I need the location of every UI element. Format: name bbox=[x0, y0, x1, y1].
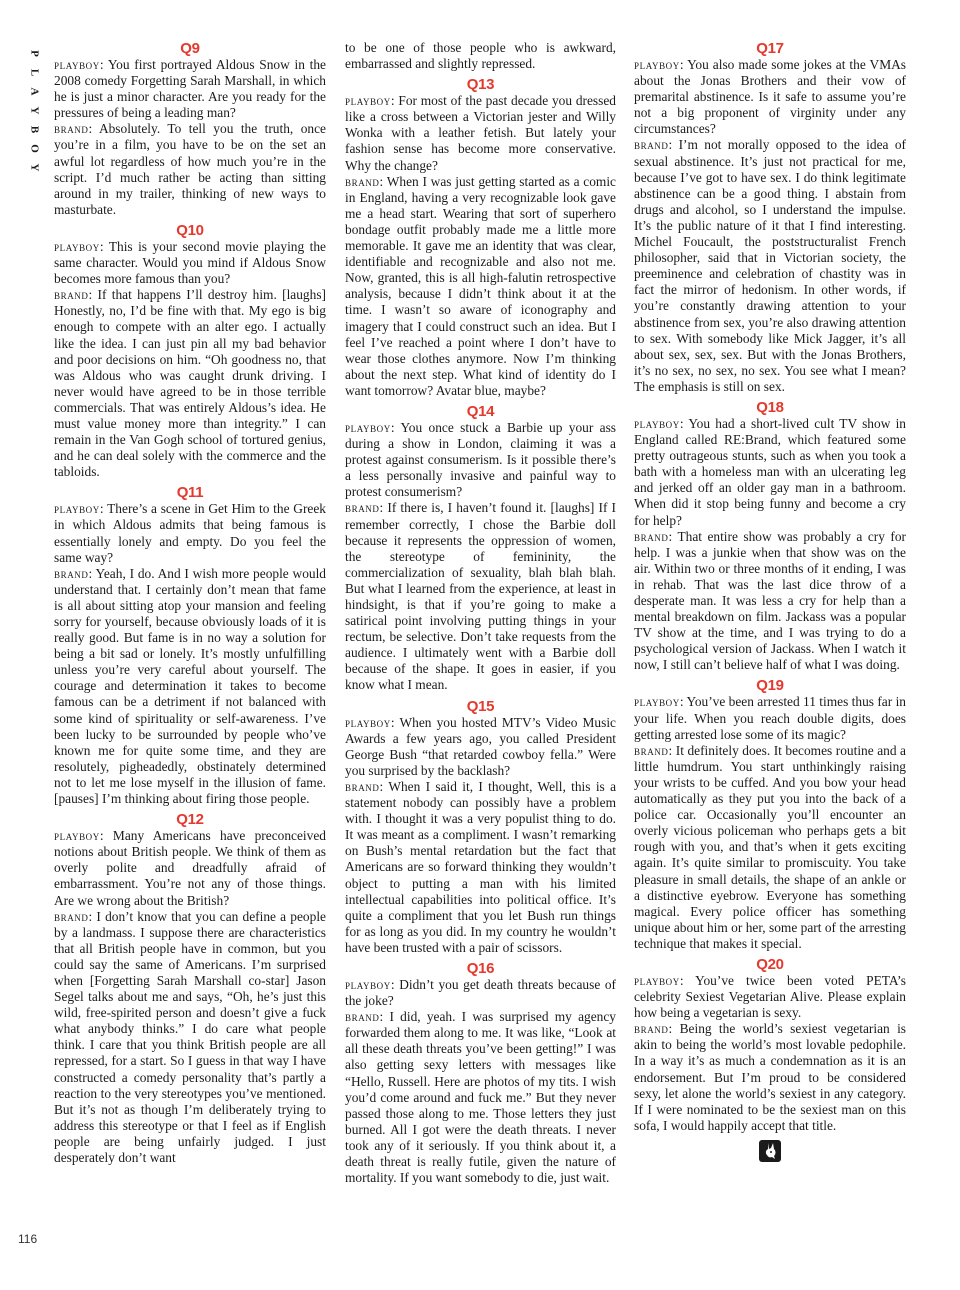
wordmark-letter: B bbox=[28, 125, 41, 134]
answer-text: brand: If that happens I’ll destroy him. [laughs] Honestly, no, I’d be fine with that. My ego is big enough to compete with an alter ego. I actually like the idea. I can just pin all my bad behavior and poor decisions on him. “Oh goodness no, that was Aldous who was caught drunk driving. I never would have agreed to be in those terrible commercials. That was entirely Aldous’s idea. He must value money more than integrity.” I can remain in the Van Gogh school of tortured genius, and he can deal solely with the commerce and the tabloids. bbox=[54, 287, 326, 480]
answer-body: When I said it, I thought, Well, this is a statement nobody can possibly have a problem with. I thought it was a very populist thing to do. It was meant as a compliment. I wasn’t remarking on Bush’s mental retardation but the fact that Americans are so forward thinking they wouldn’t object to putting a man with his limited intellectual capabilities into political office. It’s quite a compliment that you let Bush run things for as long as you did. In my country he wouldn’t have been trusted with a pair of scissors. bbox=[345, 778, 617, 955]
answer-text: brand: Absolutely. To tell you the truth, once you’re in a film, you have to be on the set an awful lot regardless of how much you’re in the script. I’d much rather be acting than sitting around in my trailer, thinking of new ways to masturbate. bbox=[54, 121, 326, 217]
answer-body: I’m not morally opposed to the idea of sexual abstinence. It’s just not practical for me, because I’ve got to have sex. I do think legitimate abstinence can be a good thing. I abstain from drugs and alcohol, so I understand the impulse. It’s the public nature of it that I find interesting. Michel Foucault, the poststructuralist French philosopher, said that in Victorian society, the preeminence and celebration of chastity was in fact the mirror of hedonism. In other words, if you’re constantly drawing attention to your abstinence from sex, you’re also drawing attention to sex. With somebody like Mick Jagger, it’s all about sex, sex, sex. But with the Jonas Brothers, it’s no sex, no sex, no sex. You see what I mean? The emphasis is still on sex. bbox=[634, 137, 906, 394]
question-body: For most of the past decade you dressed like a cross between a Victorian jester and Willy Wonka with a leather fetish. But lately your fashion sense has become more conservative. Why the change? bbox=[345, 93, 616, 173]
interviewer-label: playboy bbox=[345, 420, 391, 435]
column-2 bbox=[345, 40, 616, 1186]
question-body: This is your second movie playing the same character. Would you mind if Aldous Snow becomes more famous than you? bbox=[54, 238, 326, 287]
question-text: playboy: When you hosted MTV’s Video Music Awards a few years ago, you called President George Bush “that retarded cowboy fella.” Were you surprised by the backlash? bbox=[345, 714, 616, 778]
question-body: When you hosted MTV’s Video Music Awards a few years ago, you called President George Bush “that retarded cowboy fella.” Were you surprised by the backlash? bbox=[345, 714, 616, 778]
wordmark-letter: Y bbox=[28, 106, 41, 115]
wordmark-letter: Y bbox=[28, 163, 41, 172]
question-number: Q10 bbox=[176, 221, 204, 239]
answer-body: That entire show was probably a cry for help. I was a junkie when that show was on the air. Within two or three months of it ending, I was in rehab. That was the last dice throw of a desperate man. It was less a cry for help than a mental breakdown on film. Jackass was a popular TV show at the time, and I was trying to do a psychological version of Jackass. When I watch it now, I still can’t believe half of what I was doing. bbox=[634, 528, 906, 673]
interviewee-label: brand bbox=[345, 174, 380, 189]
answer-body: Yeah, I do. And I wish more people would understand that. I certainly don’t mean that fame is all about sitting atop your mansion and feeling sorry for yourself, because obviously loads of it is really good. But fame is in no way a solution for being a bit sad or lonely. It’s mostly unfulfilling unless you’re very careful about yourself. The courage and determination it takes to become famous can be a detriment if not balanced with some kind of spirituality or self-awareness. I’ve been lucky to be surrounded by people who’ve known me for quite some time, and they are resolutely, pigheadedly, obstinately determined not to let me lose myself in the illusion of fame. [pauses] I’m thinking about firing those people. bbox=[54, 565, 327, 807]
question-number: Q17 bbox=[756, 40, 784, 57]
question-text: playboy: You once stuck a Barbie up your ass during a show in London, claiming it was a protest against consumerism. Is it possible there’s a less personally invasive and painful way to protest consumerism? bbox=[345, 419, 616, 500]
answer-body: It definitely does. It becomes routine and a little humdrum. You start unthinkingly raising your wrists to be cuffed. And you bow your head automatically as they put you into the back of a police car. Occasionally you’ll encounter an overly vicious policeman who perhaps gets a bit rough with you, and that’s when it gets exciting again. It’s quite similar to promiscuity. You take pleasure in small details, the shape of an ankle or a distinctive eyebrow. Everyone has something magical. Every police officer has something unique about him or her, some part of the arresting technique that makes it special. bbox=[634, 742, 906, 951]
question-text: playboy: You’ve been arrested 11 times thus far in your life. When you reach double digits, does getting arrested lose some of its magic? bbox=[634, 694, 906, 742]
interviewer-label: playboy bbox=[345, 977, 391, 992]
question-text: playboy: This is your second movie playing the same character. Would you mind if Aldous Snow becomes more famous than you? bbox=[54, 238, 326, 287]
interviewee-label: brand bbox=[634, 1022, 669, 1037]
question-body: You’ve twice been voted PETA’s celebrity Sexiest Vegetarian Alive. Please explain how being a vegetarian is sexy. bbox=[634, 972, 906, 1021]
interviewee-label: brand bbox=[345, 501, 380, 516]
wordmark-letter: P bbox=[28, 50, 41, 57]
interviewer-label: playboy bbox=[345, 715, 391, 730]
question-number: Q14 bbox=[466, 402, 495, 420]
column-3 bbox=[634, 40, 906, 1162]
question-text: playboy: There’s a scene in Get Him to the Greek in which Aldous admits that being famous is essentially lonely and empty. Do you feel the same way? bbox=[54, 501, 327, 565]
question-body: Many Americans have preconceived notions about British people. We think of them as overly polite and dreadfully afraid of embarrassment. You’re not any of those things. Are we wrong about the British? bbox=[54, 828, 326, 908]
question-text: playboy: You also made some jokes at the VMAs about the Jonas Brothers and their vow of premarital abstinence. Is it safe to assume you’re not a big proponent of virginity under any circumstances? bbox=[634, 57, 906, 137]
answer-body: If there is, I haven’t found it. [laughs] If I remember correctly, I chose the Barbie doll because it represents the oppression of women, the stereotype of femininity, the commercialization of sexuality, blah blah blah. But what I learned from the experience, at least in hindsight, is that if you’re going to make a satirical point involving putting things in your rectum, be selective. Don’t take requests from the audience. I ultimately went with a Barbie doll because of the shape. It goes in easier, if you know what I mean. bbox=[345, 500, 616, 693]
interviewer-label: playboy bbox=[634, 416, 680, 431]
question-number: Q19 bbox=[756, 677, 784, 695]
question-body: You once stuck a Barbie up your ass during a show in London, claiming it was a protest against consumerism. Is it possible there’s a less personally invasive and painful way to protest consumerism? bbox=[345, 419, 616, 500]
wordmark-letter: L bbox=[28, 68, 41, 77]
rabbit-head-icon bbox=[759, 1140, 781, 1162]
interviewee-label: brand bbox=[345, 779, 380, 794]
answer-text: brand: I’m not morally opposed to the idea of sexual abstinence. It’s just not practical for me, because I’ve got to have sex. I do think legitimate abstinence can be a good thing. I abstain from drugs and alcohol, so I understand the impulse. It’s the public nature of it that I find interesting. Michel Foucault, the poststructuralist French philosopher, said that in Victorian society, the preeminence and celebration of chastity was in fact the mirror of hedonism. In other words, if you’re constantly drawing attention to your abstinence from sex, you’re also drawing attention to sex. With somebody like Mick Jagger, it’s all about sex, sex, sex. But with the Jonas Brothers, it’s no sex, no sex, no sex. You see what I mean? The emphasis is still on sex. bbox=[634, 137, 906, 394]
interviewer-label: playboy bbox=[634, 973, 680, 988]
continued-text: to be one of those people who is awkward, embarrassed and slightly repressed. bbox=[345, 40, 616, 72]
question-text: playboy: Didn’t you get death threats because of the joke? bbox=[345, 976, 616, 1009]
answer-body: When I was just getting started as a comic in England, having a very recognizable look gave me a head start. Wearing that sort of superhero bondage outfit probably made me a little more memorable. It gave me an identity that was clear, identifiable and recognizable and also not me. Now, granted, this is all high-falutin retrospective analysis, because I didn’t think about it at the time. I wasn’t so aware of iconography and imagery that I could construct such an idea. But I feel I’ve reached a point where I don’t have to wear those clothes anymore. Now I’m thinking about the next step. What kind of identity do I want tomorrow? Avatar blue, maybe? bbox=[345, 173, 617, 398]
answer-text: brand: It definitely does. It becomes routine and a little humdrum. You start unthinkingly raising your wrists to be cuffed. And you bow your head automatically as they put you into the back of a police car. Occasionally you’ll encounter an overly vicious policeman who perhaps gets a bit rough with you, and that’s when it gets exciting again. It’s quite similar to promiscuity. You take pleasure in small details, the shape of an ankle or a distinctive eyebrow. Everyone has something magical. Every police officer has something unique about him or her, some part of the arresting technique that makes it special. bbox=[634, 742, 906, 951]
answer-body: Being the world’s sexiest vegetarian is akin to being the world’s most lovable pedophile. In a way it’s as much a condemnation as it is an endorsement. But I’m proud to be considered sexy, let alone the world’s sexiest in any category. If I were nominated to be the sexiest man on this sofa, I would happily accept that title. bbox=[634, 1021, 906, 1133]
question-number: Q9 bbox=[180, 40, 200, 57]
wordmark-letter: O bbox=[28, 144, 41, 153]
column-1 bbox=[54, 40, 326, 1166]
answer-text: brand: When I was just getting started as a comic in England, having a very recognizable look gave me a head start. Wearing that sort of superhero bondage outfit probably made me a little more memorable. It gave me an identity that was clear, identifiable and recognizable and also not me. Now, granted, this is all high-falutin retrospective analysis, because I didn’t think about it at the time. I wasn’t so aware of iconography and imagery that I could construct such an idea. But I feel I’ve reached a point where I don’t have to wear those clothes anymore. Now I’m thinking about the next step. What kind of identity do I want tomorrow? Avatar blue, maybe? bbox=[345, 173, 617, 398]
answer-text: brand: That entire show was probably a cry for help. I was a junkie when that show was on the air. Within two or three months of it ending, I was in rehab. That was the last dice throw of a desperate man. It was less a cry for help than a mental breakdown on film. Jackass was a popular TV show at the time, and I was trying to do a psychological version of Jackass. When I watch it now, I still can’t believe half of what I was doing. bbox=[634, 528, 906, 673]
answer-text: brand: When I said it, I thought, Well, this is a statement nobody can possibly have a problem with. I thought it was a very populist thing to do. It was meant as a compliment. I wasn’t remarking on Bush’s mental retardation but the fact that Americans are so forward thinking they wouldn’t object to putting a man with his limited intellectual capabilities into political office. It’s quite a compliment that you let Bush run things for as long as you did. In my country he wouldn’t have been trusted with a pair of scissors. bbox=[345, 778, 617, 955]
answer-text: brand: Being the world’s sexiest vegetarian is akin to being the world’s most lovable pedophile. In a way it’s as much a condemnation as it is an endorsement. But I’m proud to be considered sexy, let alone the world’s sexiest in any category. If I were nominated to be the sexiest man on this sofa, I would happily accept that title. bbox=[634, 1021, 906, 1133]
question-number: Q13 bbox=[466, 76, 495, 94]
magazine-wordmark bbox=[22, 44, 41, 177]
wordmark-letter: A bbox=[28, 87, 41, 96]
interviewer-label: playboy bbox=[634, 695, 680, 710]
answer-body: Absolutely. To tell you the truth, once you’re in a film, you have to be on the set an awful lot regardless of how much you’re in the script. I’d much rather be acting than sitting around in my trailer, thinking of new ways to masturbate. bbox=[54, 121, 326, 217]
interviewee-label: brand bbox=[54, 909, 89, 924]
interviewer-label: playboy bbox=[54, 58, 100, 72]
answer-text: brand: I don’t know that you can define a people by a landmass. I suppose there are characteristics that all British people have in common, but you could say the same of Americans. I’m surprised when [Forgetting Sarah Marshall co-star] Jason Segel talks about me and says, “Oh, he’s just this wild, free-spirited person and doesn’t give a fuck what anybody thinks.” I do care what people think. I care that you think British people are all repressed, for a start. So I guess in that way I have constructed a comedy personality that’s partly a reaction to the very stereotypes you’ve mentioned. But it’s not as though I’m deliberately trying to address this stereotype or that I feel as if English people are being unfairly judged. I just desperately don’t want bbox=[54, 908, 326, 1165]
answer-body: If that happens I’ll destroy him. [laughs] Honestly, no, I’d be fine with that. My ego is big enough to compete with an alter ego. I actually like the idea. I can just pin all my bad behavior and poor decisions on him. “Oh goodness no, that was Aldous who was caught drunk driving. I never would have agreed to be in those terrible commercials. That was entirely Aldous’s idea. He must value money more than integrity.” I can remain in the Van Gogh school of tortured genius, and he can deal solely with the commerce and the tabloids. bbox=[54, 287, 326, 480]
question-body: You also made some jokes at the VMAs about the Jonas Brothers and their vow of premarital abstinence. Is it safe to assume you’re not a big proponent of virginity under any circumstances? bbox=[634, 57, 906, 137]
question-text: playboy: For most of the past decade you dressed like a cross between a Victorian jester and Willy Wonka with a leather fetish. But lately your fashion sense has become more conservative. Why the change? bbox=[345, 93, 616, 173]
interviewee-label: brand bbox=[54, 566, 89, 581]
page-number: 116 bbox=[18, 1232, 38, 1246]
interviewer-label: playboy bbox=[54, 239, 100, 254]
question-body: You had a short-lived cult TV show in England called RE:Brand, which featured some pretty outrageous stunts, such as when you took a bath with a homeless man with an ulcerating leg and jerked off an older gay man in a bathroom. When did it stop being funny and become a cry for help? bbox=[634, 415, 906, 528]
interviewee-label: brand bbox=[634, 138, 669, 153]
question-body: There’s a scene in Get Him to the Greek in which Aldous admits that being famous is essentially lonely and empty. Do you feel the same way? bbox=[54, 501, 327, 565]
interviewee-label: brand bbox=[54, 122, 89, 137]
answer-body: I don’t know that you can define a people by a landmass. I suppose there are characteristics that all British people have in common, but you could say the same of Americans. I’m surprised when [Forgetting Sarah Marshall co-star] Jason Segel talks about me and says, “Oh, he’s just this wild, free-spirited person and doesn’t give a fuck what anybody thinks.” I do care what people think. I care that you think British people are all repressed, for a start. So I guess in that way I have constructed a comedy personality that’s partly a reaction to the very stereotypes you’ve mentioned. But it’s not as though I’m deliberately trying to address this stereotype or that I feel as if English people are being unfairly judged. I just desperately don’t want bbox=[54, 908, 326, 1165]
interviewer-label: playboy bbox=[345, 94, 391, 109]
question-body: Didn’t you get death threats because of the joke? bbox=[345, 976, 616, 1009]
interviewee-label: brand bbox=[54, 288, 89, 303]
question-number: Q20 bbox=[756, 955, 784, 973]
question-text: playboy: Many Americans have preconceived notions about British people. We think of them as overly polite and dreadfully afraid of embarrassment. You’re not any of those things. Are we wrong about the British? bbox=[54, 828, 326, 908]
question-number: Q16 bbox=[466, 959, 495, 977]
interviewer-label: playboy bbox=[54, 829, 100, 844]
answer-body: I did, yeah. I was surprised my agency forwarded them along to me. It was like, “Look at all these death threats you’ve been getting!” I was also getting sexy letters with messages like “Hello, Russell. Here are photos of my tits. I wish you’d come around and fuck me.” But they never passed those along to me. Those letters they just burned. All I got were the death threats. I never took any of it seriously. If you think about it, a death threat is really futile, given the nature of mortality. If you want somebody to die, just wait. bbox=[345, 1009, 616, 1186]
interviewee-label: brand bbox=[634, 529, 669, 544]
question-text: playboy: You’ve twice been voted PETA’s celebrity Sexiest Vegetarian Alive. Please explain how being a vegetarian is sexy. bbox=[634, 972, 906, 1021]
question-body: You’ve been arrested 11 times thus far in your life. When you reach double digits, does getting arrested lose some of its magic? bbox=[634, 694, 906, 742]
answer-text: brand: If there is, I haven’t found it. [laughs] If I remember correctly, I chose the Barbie doll because it represents the oppression of women, the stereotype of femininity, the commercialization of sexuality, blah blah blah. But what I learned from the experience, at least in hindsight, is that if you’re going to make a satirical point involving putting things in your rectum, be selective. Don’t take requests from the audience. I ultimately went with a Barbie doll because of the shape. It goes in easier, if you know what I mean. bbox=[345, 500, 616, 693]
question-number: Q18 bbox=[756, 398, 784, 416]
question-number: Q15 bbox=[466, 697, 495, 715]
question-body: You first portrayed Aldous Snow in the 2008 comedy Forgetting Sarah Marshall, in which he is just a minor character. Are you ready for the pressures of being a leading man? bbox=[54, 57, 326, 121]
interviewee-label: brand bbox=[345, 1010, 380, 1025]
interviewer-label: playboy bbox=[634, 58, 680, 72]
question-number: Q12 bbox=[176, 811, 204, 829]
interviewer-label: playboy bbox=[54, 502, 100, 517]
question-number: Q11 bbox=[176, 484, 204, 502]
answer-text: brand: Yeah, I do. And I wish more people would understand that. I certainly don’t mean that fame is all about sitting atop your mansion and feeling sorry for yourself, because obviously loads of it is really good. But fame is in no way a solution for being a bit sad or lonely. It’s mostly unfulfilling unless you’re very careful about yourself. The courage and determination it takes to become famous can be a detriment if not balanced with some kind of spirituality or self-awareness. I’ve been lucky to be surrounded by people who’ve known me for quite some time, and they are resolutely, pigheadedly, obstinately determined not to let me lose myself in the illusion of fame. [pauses] I’m thinking about firing those people. bbox=[54, 565, 327, 807]
question-text: playboy: You first portrayed Aldous Snow in the 2008 comedy Forgetting Sarah Marshall, in which he is just a minor character. Are you ready for the pressures of being a leading man? bbox=[54, 57, 326, 121]
answer-text: brand: I did, yeah. I was surprised my agency forwarded them along to me. It was like, “Look at all these death threats you’ve been getting!” I was also getting sexy letters with messages like “Hello, Russell. Here are photos of my tits. I wish you’d come around and fuck me.” But they never passed those along to me. Those letters they just burned. All I got were the death threats. I never took any of it seriously. If you think about it, a death threat is really futile, given the nature of mortality. If you want somebody to die, just wait. bbox=[345, 1009, 616, 1186]
interviewee-label: brand bbox=[634, 743, 669, 758]
question-text: playboy: You had a short-lived cult TV show in England called RE:Brand, which featured some pretty outrageous stunts, such as when you took a bath with a homeless man with an ulcerating leg and jerked off an older gay man in a bathroom. When did it stop being funny and become a cry for help? bbox=[634, 415, 906, 528]
